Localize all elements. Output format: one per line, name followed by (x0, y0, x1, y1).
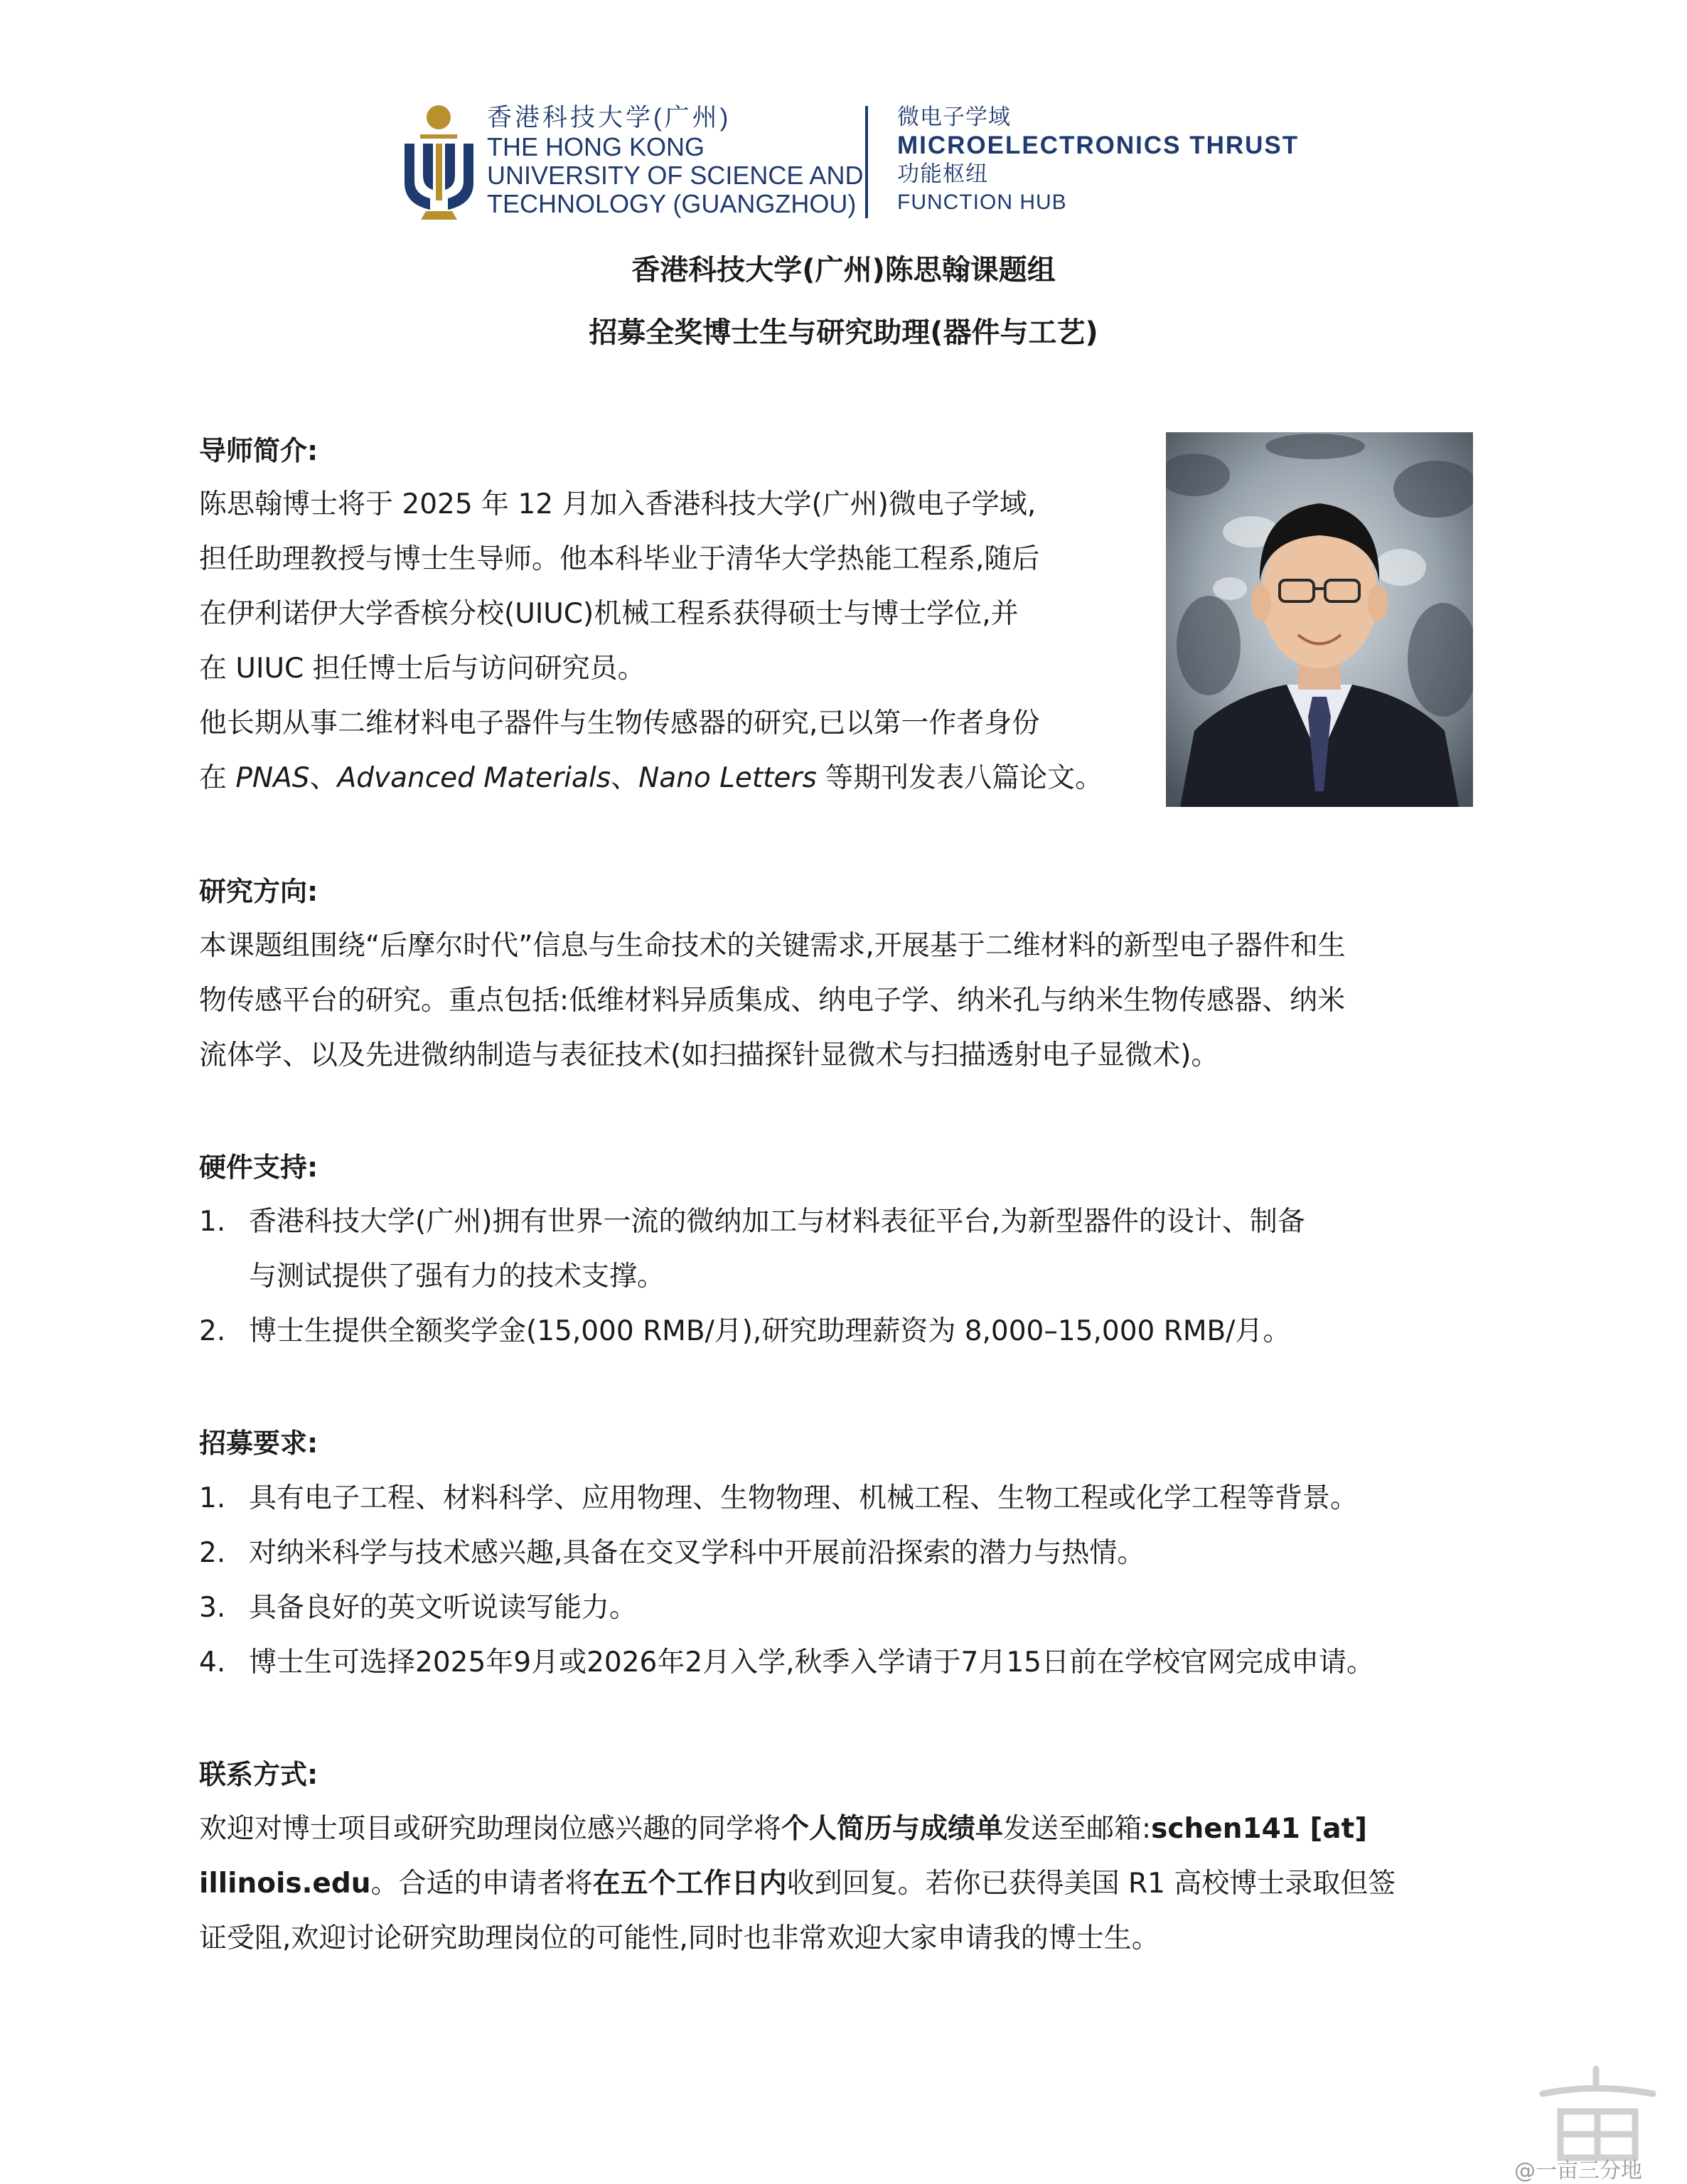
research-line: 本课题组围绕“后摩尔时代”信息与生命技术的关键需求,开展基于二维材料的新型电子器件和生 (199, 930, 1346, 962)
university-name-cn: 香港科技大学(广州) (487, 104, 732, 132)
hub-name-en: FUNCTION HUB (897, 191, 1067, 214)
text-span: 发送至邮箱: (1003, 1813, 1152, 1845)
list-number: 3. (199, 1592, 226, 1624)
contact-heading: 联系方式: (199, 1759, 318, 1790)
advisor-line: 陈思翰博士将于 2025 年 12 月加入香港科技大学(广州)微电子学域, (199, 488, 1037, 520)
list-number: 1. (199, 1206, 226, 1238)
hardware-item-cont: 与测试提供了强有力的技术支撑。 (249, 1260, 665, 1292)
hardware-heading: 硬件支持: (199, 1152, 318, 1183)
contact-line: 证受阻,欢迎讨论研究助理岗位的可能性,同时也非常欢迎大家申请我的博士生。 (199, 1922, 1160, 1954)
requirement-item: 具有电子工程、材料科学、应用物理、生物物理、机械工程、生物工程或化学工程等背景。 (249, 1482, 1359, 1514)
journal-pnas: PNAS (235, 762, 310, 794)
research-line: 流体学、以及先进微纳制造与表征技术(如扫描探针显微术与扫描透射电子显微术)。 (199, 1039, 1219, 1071)
advisor-line: 在 UIUC 担任博士后与访问研究员。 (199, 653, 646, 685)
email-address-part2: illinois.edu (199, 1868, 371, 1900)
journal-advanced-materials: Advanced Materials (337, 762, 611, 794)
list-number: 4. (199, 1647, 226, 1679)
text-span: 收到回复。若你已获得美国 R1 高校博士录取但签 (786, 1868, 1396, 1900)
advisor-publications-line (199, 761, 1103, 796)
watermark-text: @一亩三分地 (1514, 2158, 1642, 2183)
hardware-item: 香港科技大学(广州)拥有世界一流的微纳加工与材料表征平台,为新型器件的设计、制备 (249, 1206, 1305, 1238)
research-heading: 研究方向: (199, 876, 318, 907)
advisor-heading: 导师简介: (199, 435, 318, 466)
list-number: 2. (199, 1537, 226, 1569)
text-span: 。合适的申请者将 (370, 1868, 593, 1900)
requirement-item: 具备良好的英文听说读写能力。 (249, 1592, 638, 1624)
requirement-item: 对纳米科学与技术感兴趣,具备在交叉学科中开展前沿探索的潜力与热情。 (249, 1537, 1145, 1569)
list-number: 1. (199, 1482, 226, 1514)
thrust-name-cn: 微电子学域 (897, 105, 1011, 129)
advisor-portrait (1166, 432, 1473, 807)
university-name (487, 103, 863, 218)
page-subtitle: 招募全奖博士生与研究助理(器件与工艺) (589, 316, 1098, 349)
text-span: 、 (309, 762, 338, 794)
university-name-en-3: TECHNOLOGY (GUANGZHOU) (487, 189, 857, 218)
list-number: 2. (199, 1315, 226, 1347)
hub-name-cn: 功能枢纽 (897, 161, 988, 186)
reply-time-emphasis: 在五个工作日内 (592, 1868, 787, 1900)
text-span: 等期刊发表八篇论文。 (816, 762, 1103, 794)
cv-transcript-emphasis: 个人简历与成绩单 (781, 1813, 1004, 1845)
requirement-item: 博士生可选择2025年9月或2026年2月入学,秋季入学请于7月15日前在学校官网完成申请。 (249, 1647, 1374, 1679)
research-line: 物传感平台的研究。重点包括:低维材料异质集成、纳电子学、纳米孔与纳米生物传感器、纳米 (199, 985, 1346, 1017)
text-span: 在 (199, 762, 236, 794)
advisor-line: 在伊利诺伊大学香槟分校(UIUC)机械工程系获得硕士与博士学位,并 (199, 598, 1019, 630)
journal-nano-letters: Nano Letters (638, 762, 817, 794)
university-name-en-2: UNIVERSITY OF SCIENCE AND (487, 161, 864, 190)
text-span: 欢迎对博士项目或研究助理岗位感兴趣的同学将 (199, 1813, 782, 1845)
hardware-item: 博士生提供全额奖学金(15,000 RMB/月),研究助理薪资为 8,000–15,000 RMB/月。 (249, 1315, 1291, 1347)
advisor-line: 他长期从事二维材料电子器件与生物传感器的研究,已以第一作者身份 (199, 707, 1040, 739)
university-name-en-1: THE HONG KONG (487, 132, 705, 161)
thrust-name (897, 103, 1299, 217)
contact-line (199, 1812, 1367, 1846)
hkust-emblem-icon (402, 105, 476, 220)
contact-line (199, 1867, 1396, 1901)
text-span: 、 (611, 762, 639, 794)
logo-divider (865, 106, 868, 218)
requirements-heading: 招募要求: (199, 1428, 318, 1459)
header-logos (402, 103, 1326, 224)
thrust-name-en: MICROELECTRONICS THRUST (897, 132, 1300, 159)
advisor-line: 担任助理教授与博士生导师。他本科毕业于清华大学热能工程系,随后 (199, 543, 1040, 575)
page-title: 香港科技大学(广州)陈思翰课题组 (631, 254, 1056, 287)
email-address-part1: schen141 [at] (1151, 1813, 1368, 1845)
